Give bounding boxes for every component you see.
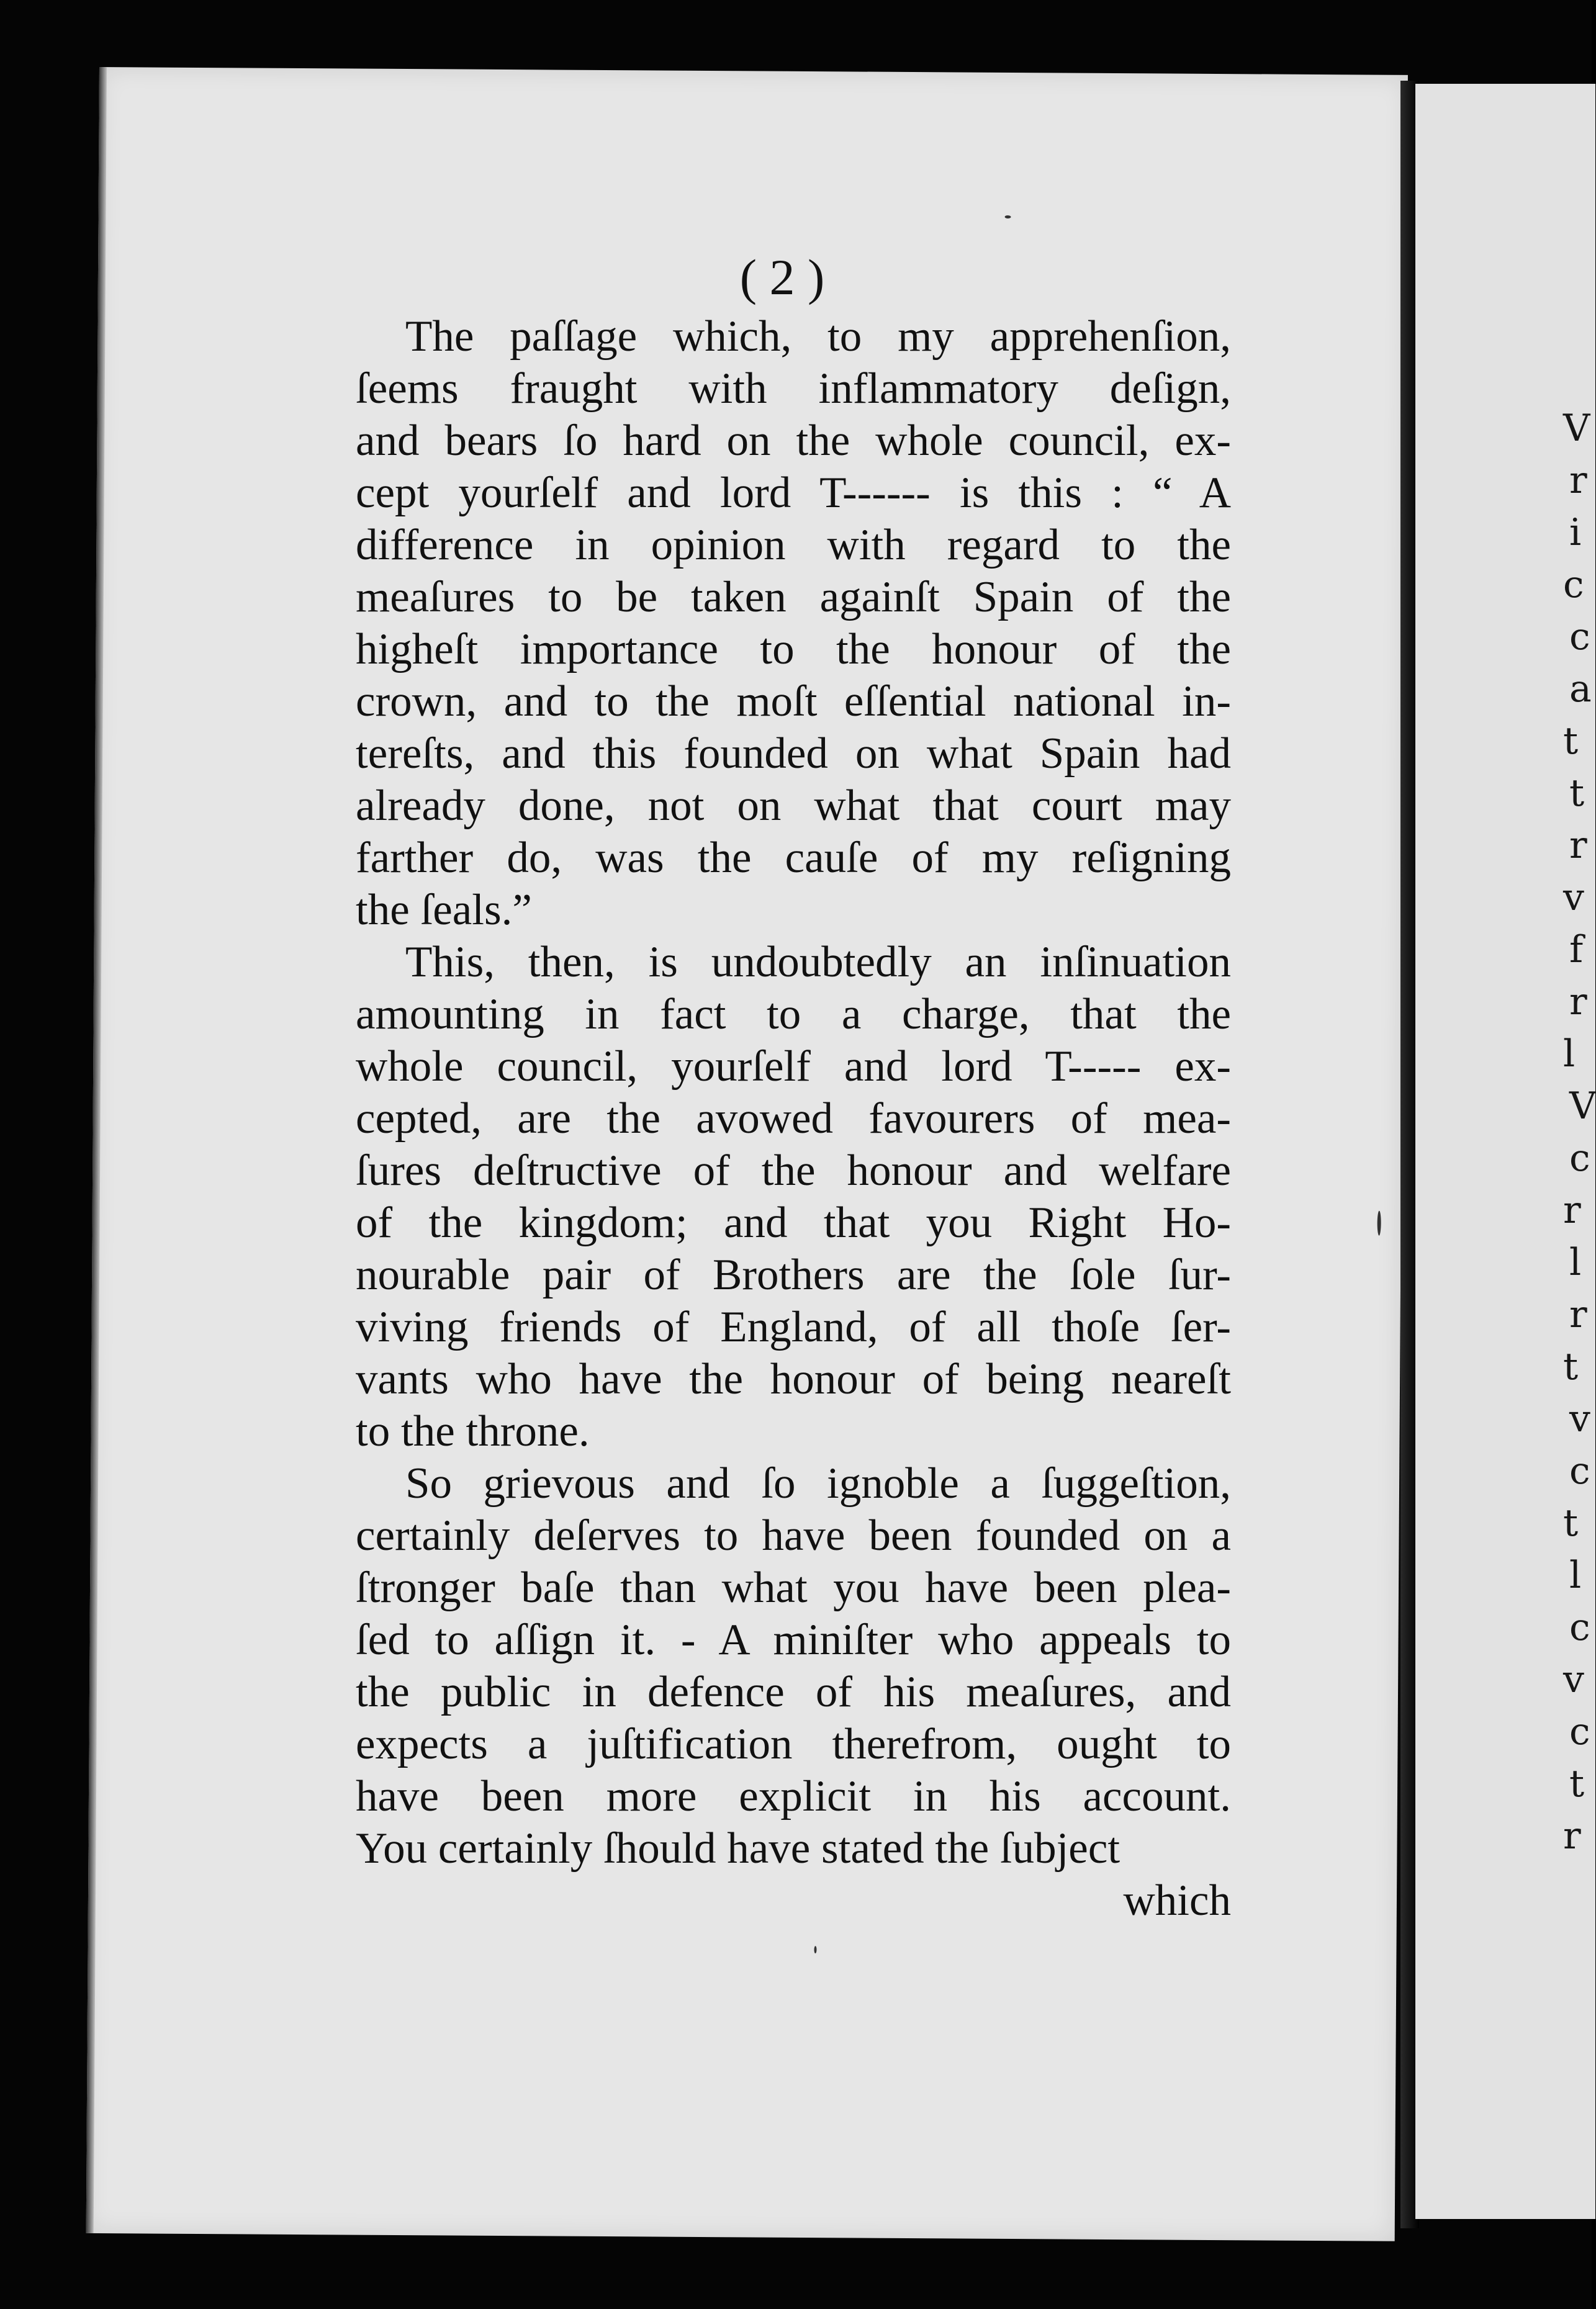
facing-page-letter: l: [1569, 1554, 1582, 1597]
facing-page-letter: r: [1569, 824, 1587, 867]
ink-speck: [1005, 215, 1011, 218]
paragraph: [356, 936, 1231, 1457]
text-line: cepted, are the avowed favourers of mea-: [356, 1094, 1231, 1143]
facing-page-letter: c: [1569, 1606, 1590, 1649]
facing-page-letter: t: [1569, 772, 1585, 815]
paragraph: [356, 310, 1231, 936]
facing-page-letter: c: [1569, 1136, 1590, 1180]
text-line: This, then, is undoubtedly an inſinuation: [405, 938, 1231, 986]
facing-page-letter: r: [1569, 980, 1587, 1024]
facing-page-letter: a: [1569, 667, 1592, 711]
text-line: higheſt importance to the honour of the: [356, 625, 1231, 673]
text-line: tereſts, and this founded on what Spain had: [356, 729, 1231, 778]
text-line: to the throne.: [356, 1407, 590, 1456]
text-line: farther do, was the cauſe of my reſigning: [356, 834, 1231, 882]
catchword: which: [1123, 1876, 1231, 1925]
facing-page-letter: l: [1569, 1241, 1582, 1284]
text-line: nourable pair of Brothers are the ſole ſur-: [356, 1251, 1231, 1299]
facing-page-letter: c: [1569, 615, 1590, 659]
facing-page-letter: f: [1569, 928, 1584, 971]
text-line: amounting in fact to a charge, that the: [356, 990, 1231, 1038]
facing-page-letter: l: [1563, 1032, 1576, 1076]
facing-page-letter: V: [1569, 1084, 1596, 1128]
facing-page-letter: V: [1563, 407, 1590, 450]
text-line: vants who have the honour of being neareſt: [356, 1355, 1231, 1403]
facing-page-letter: i: [1569, 511, 1582, 554]
text-line: crown, and to the moſt eſſential national in-: [356, 677, 1231, 726]
text-line: cept yourſelf and lord T------ is this : “ A: [356, 469, 1231, 517]
text-line: the public in defence of his meaſures, and: [356, 1668, 1231, 1716]
facing-page-letter: c: [1569, 1710, 1590, 1753]
ink-speck: [1377, 1211, 1381, 1236]
facing-page-letter: t: [1563, 1345, 1579, 1389]
facing-page-letter: v: [1569, 1397, 1590, 1441]
paragraph: [356, 1457, 1231, 1875]
facing-page-letter: r: [1569, 459, 1587, 502]
body-text: [356, 310, 1231, 1927]
text-line: whole council, yourſelf and lord T----- ex-: [356, 1042, 1231, 1091]
text-line: of the kingdom; and that you Right Ho-: [356, 1199, 1231, 1247]
facing-page-letter: t: [1569, 1762, 1585, 1806]
facing-page-letter: v: [1563, 1658, 1584, 1701]
text-line: already done, not on what that court may: [356, 781, 1231, 830]
facing-page-edge: [1415, 84, 1595, 2219]
text-line: So grievous and ſo ignoble a ſuggeſtion,: [405, 1459, 1231, 1508]
text-line: expects a juſtification therefrom, ought to: [356, 1720, 1231, 1768]
facing-page-letter: r: [1563, 1814, 1581, 1858]
text-line: ſures deſtructive of the honour and welfare: [356, 1146, 1231, 1195]
text-line: ſeems fraught with inflammatory deſign,: [356, 364, 1231, 413]
text-line: You certainly ſhould have stated the ſubject: [356, 1824, 1120, 1873]
facing-page-letter: r: [1569, 1293, 1587, 1336]
text-line: and bears ſo hard on the whole council, ex-: [356, 416, 1231, 465]
facing-page-letter: v: [1563, 876, 1584, 919]
facing-page-letter: c: [1563, 563, 1584, 606]
text-line: ſed to aſſign it. - A miniſter who appeals to: [356, 1616, 1231, 1664]
facing-page-letter: t: [1563, 719, 1579, 763]
text-line: have been more explicit in his account.: [356, 1772, 1231, 1821]
ink-speck: [814, 1946, 816, 1953]
facing-page-letter: t: [1563, 1501, 1579, 1545]
text-line: certainly deſerves to have been founded on a: [356, 1511, 1231, 1560]
text-line: The paſſage which, to my apprehenſion,: [405, 312, 1231, 361]
text-line: difference in opinion with regard to the: [356, 521, 1231, 569]
page-number: ( 2 ): [739, 249, 825, 305]
text-line: the ſeals.”: [356, 886, 532, 934]
facing-page-letter: c: [1569, 1449, 1590, 1493]
facing-page-letter: r: [1563, 1189, 1581, 1232]
text-line: meaſures to be taken againſt Spain of the: [356, 573, 1231, 621]
text-line: ſtronger baſe than what you have been plea-: [356, 1564, 1231, 1612]
text-line: viving friends of England, of all thoſe ſer-: [356, 1303, 1231, 1351]
